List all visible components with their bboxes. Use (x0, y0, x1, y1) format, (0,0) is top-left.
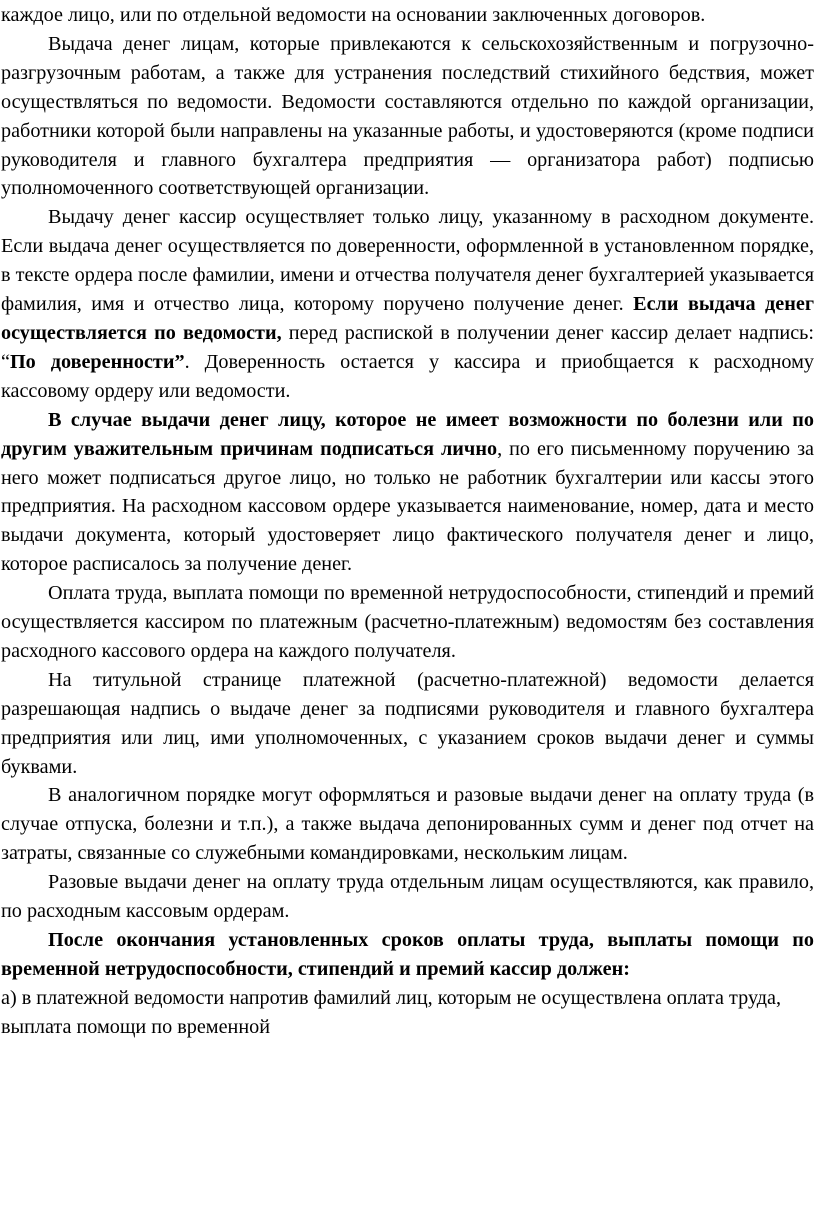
paragraph-field-work-payments (1, 30, 814, 203)
paragraph-power-of-attorney (1, 203, 814, 405)
paragraph-signing-by-proxy (1, 406, 814, 579)
text-run: каждое лицо, или по отдельной ведомости на основании заключенных договоров. (1, 4, 706, 26)
document-page (1, 1, 814, 1042)
paragraph-cashier-duties-heading (1, 926, 814, 984)
text-run: Разовые выдачи денег на оплату труда отдельным лицам осуществляются, как правило, по расходным кассовым ордерам. (1, 871, 814, 923)
bold-text-run: После окончания установленных сроков оплаты труда, выплаты помощи по временной нетрудоспособности, стипендий и премий кассир должен: (1, 929, 814, 980)
bold-text-run: По доверенности” (9, 350, 185, 373)
text-run: , по его письменному поручению за него может подписаться другое лицо, но только не работник бухгалтерии или кассы этого предприятия. На расходном кассовом ордере указывается наименование, номер, дата и место выдачи документа, который удостоверяет лицо фактического получателя денег и лицо, которое расписалось за получение денег. (1, 437, 814, 576)
text-run: На титульной странице платежной (расчетно-платежной) ведомости делается разрешающая надпись о выдаче денег за подписями руководителя и главного бухгалтера предприятия или лиц, ими уполномоченных, с указанием сроков выдачи денег и суммы буквами. (1, 668, 814, 778)
paragraph-individual-payments (1, 868, 814, 926)
text-run: В аналогичном порядке могут оформляться и разовые выдачи денег на оплату труда (в случае отпуска, болезни и т.п.), а также выдача депонированных сумм и денег под отчет на затраты, связанные со служебными командировками, нескольким лицам. (1, 784, 814, 865)
text-run: Выдачу денег кассир осуществляет только лицу, указанному в расходном документе. Если выдача денег осуществляется по доверенности, оформленной в установленном порядке, в тексте ордера после фамилии, имени и отчества получателя денег бухгалтерией указывается фамилия, имя и отчество лица, которому поручено получение денег. (1, 206, 814, 316)
paragraph-continuation (1, 1, 814, 30)
text-run: Выдача денег лицам, которые привлекаются к сельскохозяйственным и погрузочно-разгрузочным работам, а также для устранения последствий стихийного бедствия, может осуществляться по ведомости. Ведомости составляются отдельно по каждой организации, работники которой были направлены на указанные работы, и удостоверяются (кроме подписи руководителя и главного бухгалтера предприятия — организатора работ) подписью уполномоченного соответствующей организации. (1, 32, 814, 200)
bold-text-run: Если выдача денег осуществляется по ведомости, (1, 293, 814, 344)
text-run: Оплата труда, выплата помощи по временной нетрудоспособности, стипендий и премий осуществляется кассиром по платежным (расчетно-платежным) ведомостям без составления расходного кассового ордера на каждого получателя. (1, 582, 814, 662)
paragraph-title-page-authorization (1, 666, 814, 782)
list-item-a (1, 984, 814, 1042)
text-run: . Доверенность остается у кассира и приобщается к расходному кассовому ордеру или ведомости. (1, 350, 814, 402)
text-run: перед распиской в получении денег кассир делает надпись: “ (1, 321, 814, 373)
paragraph-payroll-statements (1, 579, 814, 666)
paragraph-one-time-payments (1, 781, 814, 868)
bold-text-run: В случае выдачи денег лицу, которое не имеет возможности по болезни или по другим уважительным причинам подписаться лично (1, 408, 814, 460)
text-run: а) в платежной ведомости напротив фамилий лиц, которым не осуществлена оплата труда, выплата помощи по временной (1, 986, 782, 1038)
